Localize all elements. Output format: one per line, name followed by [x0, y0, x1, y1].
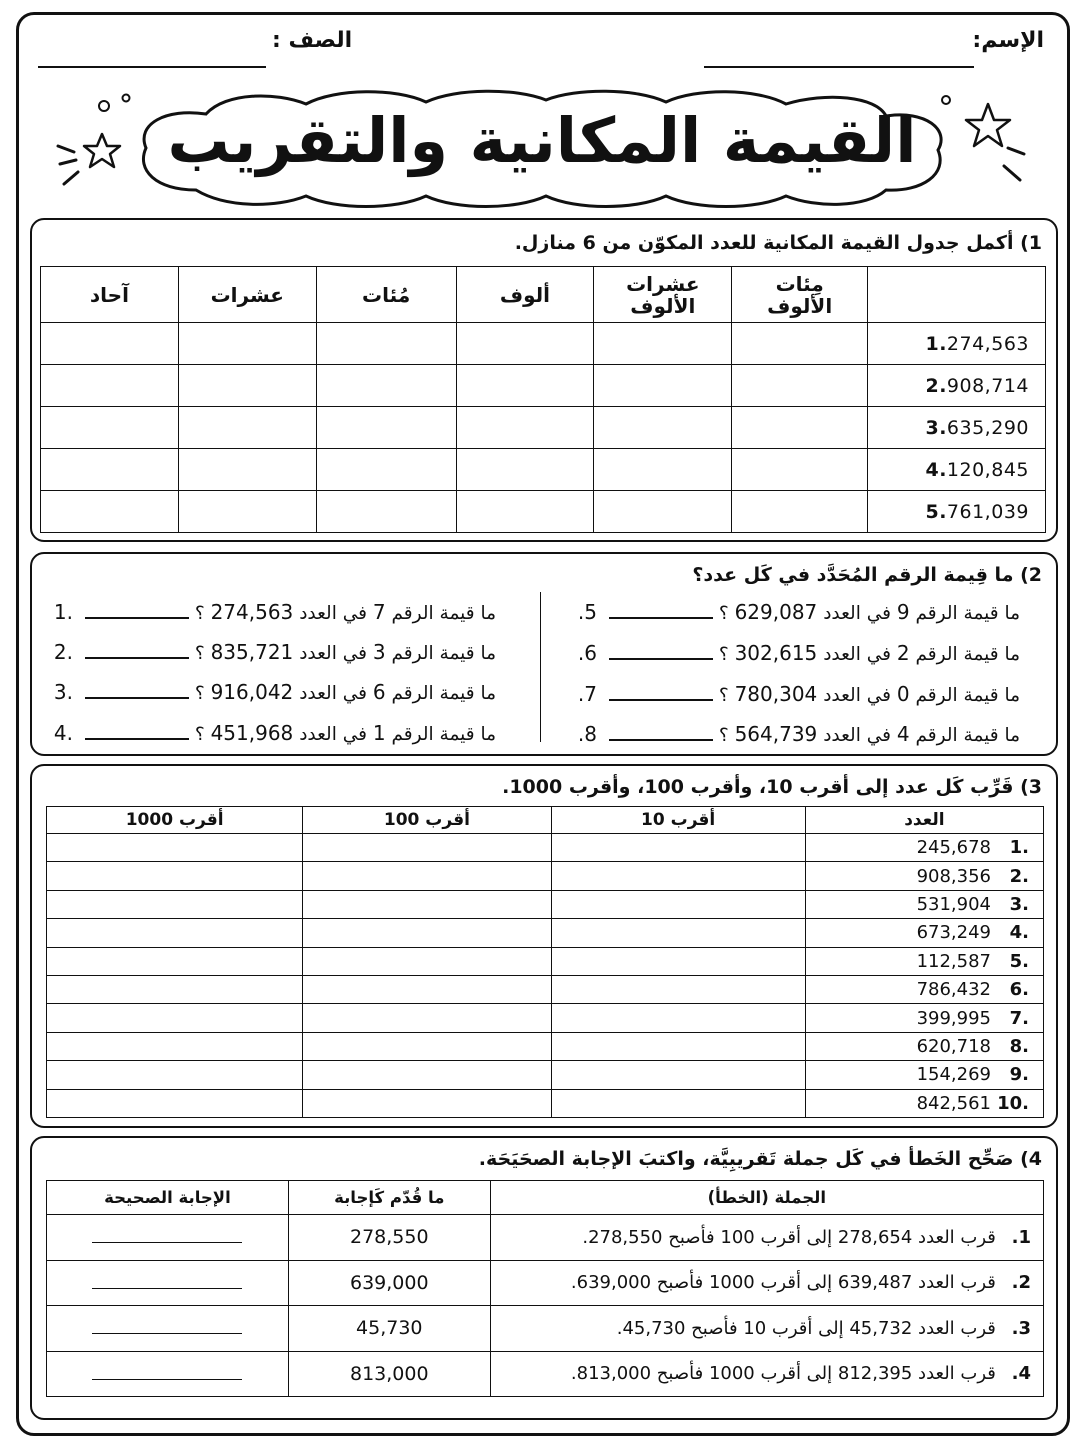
row-number: .1 245,678 — [805, 834, 1043, 862]
table-row — [47, 1215, 1044, 1261]
answer-cell[interactable] — [47, 890, 303, 918]
answer-cell[interactable] — [551, 1061, 805, 1089]
col-nearest-10: أقرب 10 — [551, 807, 805, 834]
q2-item: ما قيمة الرقم 2 في العدد 302,615 ؟ 6. — [577, 641, 1020, 665]
answer-cell[interactable] — [303, 1089, 551, 1117]
table-row — [47, 1061, 1044, 1089]
answer-cell[interactable] — [47, 1089, 303, 1117]
col-ten-thousands: عشرات الألوف — [594, 267, 732, 323]
answer-cell[interactable] — [316, 365, 456, 407]
answer-cell[interactable] — [47, 1032, 303, 1060]
table-row — [41, 407, 1046, 449]
answer-cell[interactable] — [732, 365, 868, 407]
rounding-table — [46, 806, 1044, 1118]
answer-cell[interactable] — [732, 491, 868, 533]
q3-title: 3) قَرِّب كَل عدد إلى أقرب 10، وأقرب 100، وأقرب 1000. — [502, 776, 1042, 798]
answer-cell[interactable] — [456, 407, 594, 449]
star-left-icon — [50, 92, 140, 192]
answer-cell[interactable] — [551, 890, 805, 918]
place-value-table — [40, 266, 1046, 533]
given-answer: 813,000 — [288, 1351, 490, 1397]
table-row — [41, 449, 1046, 491]
error-sentence: 2. قرب العدد 639,487 إلى أقرب 1000 فأصبح 639,000. — [490, 1260, 1043, 1306]
row-number: .10 842,561 — [805, 1089, 1043, 1117]
col-number: العدد — [805, 807, 1043, 834]
given-answer: 278,550 — [288, 1215, 490, 1261]
answer-cell[interactable] — [316, 407, 456, 449]
section-q3 — [30, 764, 1058, 1128]
answer-line[interactable] — [92, 1227, 242, 1243]
answer-cell[interactable] — [456, 491, 594, 533]
col-correct-answer: الإجابة الصحيحة — [47, 1181, 289, 1215]
page-title: القيمة المكانية والتقريب — [167, 104, 917, 177]
table-row — [47, 1306, 1044, 1352]
answer-cell[interactable] — [303, 919, 551, 947]
answer-cell[interactable] — [456, 365, 594, 407]
q2-item: ما قيمة الرقم 0 في العدد 780,304 ؟ 7. — [577, 682, 1020, 706]
correct-answer-cell[interactable] — [47, 1260, 289, 1306]
answer-cell[interactable] — [303, 1004, 551, 1032]
answer-cell[interactable] — [732, 323, 868, 365]
table-row — [47, 1351, 1044, 1397]
answer-cell[interactable] — [47, 862, 303, 890]
answer-cell[interactable] — [594, 407, 732, 449]
answer-cell[interactable] — [303, 862, 551, 890]
answer-cell[interactable] — [732, 449, 868, 491]
section-q4 — [30, 1136, 1058, 1420]
answer-cell[interactable] — [178, 323, 316, 365]
answer-cell[interactable] — [551, 862, 805, 890]
answer-cell[interactable] — [47, 975, 303, 1003]
col-nearest-100: أقرب 100 — [303, 807, 551, 834]
table-row — [47, 975, 1044, 1003]
q2-item: ما قيمة الرقم 9 في العدد 629,087 ؟ 5. — [577, 600, 1020, 624]
answer-cell[interactable] — [41, 365, 179, 407]
q2-item: ما قيمة الرقم 7 في العدد 274,563 ؟ .1 — [53, 600, 496, 624]
table-row — [41, 323, 1046, 365]
q2-item: ما قيمة الرقم 3 في العدد 835,721 ؟ .2 — [53, 640, 496, 664]
correct-answer-cell[interactable] — [47, 1215, 289, 1261]
col-hundreds: مُئات — [316, 267, 456, 323]
answer-cell[interactable] — [594, 491, 732, 533]
answer-blank[interactable] — [609, 646, 713, 660]
answer-cell[interactable] — [551, 975, 805, 1003]
answer-cell[interactable] — [41, 323, 179, 365]
answer-cell[interactable] — [41, 491, 179, 533]
row-number: 3.635,290 — [868, 407, 1046, 449]
answer-blank[interactable] — [609, 605, 713, 619]
answer-cell[interactable] — [303, 975, 551, 1003]
col-hundred-thousands: مِئات الألوف — [732, 267, 868, 323]
row-number: 2.908,714 — [868, 365, 1046, 407]
answer-blank[interactable] — [609, 727, 713, 741]
row-number: 1.274,563 — [868, 323, 1046, 365]
section-q2 — [30, 552, 1058, 756]
answer-cell[interactable] — [594, 365, 732, 407]
error-sentence: 3. قرب العدد 45,732 إلى أقرب 10 فأصبح 45,730. — [490, 1306, 1043, 1352]
star-right-icon — [936, 90, 1036, 190]
table-row — [47, 1260, 1044, 1306]
answer-cell[interactable] — [303, 1032, 551, 1060]
row-number: 5.761,039 — [868, 491, 1046, 533]
answer-cell[interactable] — [456, 449, 594, 491]
table-row — [47, 890, 1044, 918]
header-blank — [868, 267, 1046, 323]
class-field[interactable] — [38, 66, 266, 68]
table-row — [41, 365, 1046, 407]
answer-cell[interactable] — [594, 449, 732, 491]
answer-line[interactable] — [92, 1318, 242, 1334]
answer-cell[interactable] — [551, 1089, 805, 1117]
row-number: .2 908,356 — [805, 862, 1043, 890]
answer-cell[interactable] — [303, 834, 551, 862]
row-number: .7 399,995 — [805, 1004, 1043, 1032]
given-answer: 639,000 — [288, 1260, 490, 1306]
error-sentence: 4. قرب العدد 812,395 إلى أقرب 1000 فأصبح 813,000. — [490, 1351, 1043, 1397]
answer-blank[interactable] — [85, 685, 189, 699]
q2-item: ما قيمة الرقم 1 في العدد 451,968 ؟ .4 — [53, 721, 496, 745]
row-number: 4.120,845 — [868, 449, 1046, 491]
q1-title: 1) أكمل جدول القيمة المكانية للعدد المكوّن من 6 منازل. — [514, 232, 1042, 254]
answer-cell[interactable] — [316, 323, 456, 365]
answer-cell[interactable] — [47, 919, 303, 947]
row-number: .5 112,587 — [805, 947, 1043, 975]
answer-blank[interactable] — [85, 726, 189, 740]
row-number: .8 620,718 — [805, 1032, 1043, 1060]
answer-cell[interactable] — [178, 365, 316, 407]
col-sentence: الجملة (الخطأ) — [490, 1181, 1043, 1215]
answer-line[interactable] — [92, 1364, 242, 1380]
row-number: .9 154,269 — [805, 1061, 1043, 1089]
given-answer: 45,730 — [288, 1306, 490, 1352]
col-given-answer: ما قُدّم كَإجابة — [288, 1181, 490, 1215]
table-row — [47, 1089, 1044, 1117]
answer-cell[interactable] — [41, 407, 179, 449]
table-row — [47, 1004, 1044, 1032]
q2-item: ما قيمة الرقم 6 في العدد 916,042 ؟ .3 — [53, 680, 496, 704]
q4-title: 4) صَحِّح الخَطأ في كَل جملة تَقريبِيَّة، واكتبَ الإجابة الصحَيَحَة. — [478, 1148, 1042, 1170]
answer-cell[interactable] — [47, 834, 303, 862]
col-thousands: ألوف — [456, 267, 594, 323]
q2-title: 2) ما قِيمة الرقم المُحَدَّد في كَل عدد؟ — [692, 564, 1042, 586]
table-row — [47, 919, 1044, 947]
answer-cell[interactable] — [551, 1032, 805, 1060]
answer-cell[interactable] — [316, 491, 456, 533]
answer-cell[interactable] — [551, 1004, 805, 1032]
answer-cell[interactable] — [594, 323, 732, 365]
q2-item: ما قيمة الرقم 4 في العدد 564,739 ؟ 8. — [577, 722, 1020, 746]
answer-cell[interactable] — [47, 947, 303, 975]
table-row — [47, 862, 1044, 890]
row-number: .6 786,432 — [805, 975, 1043, 1003]
answer-cell[interactable] — [303, 947, 551, 975]
section-q1 — [30, 218, 1058, 542]
answer-cell[interactable] — [316, 449, 456, 491]
answer-cell[interactable] — [41, 449, 179, 491]
answer-cell[interactable] — [456, 323, 594, 365]
answer-cell[interactable] — [178, 491, 316, 533]
correction-table — [46, 1180, 1044, 1397]
row-number: .4 673,249 — [805, 919, 1043, 947]
col-nearest-1000: أقرب 1000 — [47, 807, 303, 834]
name-label: الإسم: — [972, 28, 1044, 53]
answer-cell[interactable] — [303, 1061, 551, 1089]
answer-cell[interactable] — [178, 449, 316, 491]
column-divider — [540, 592, 541, 742]
answer-cell[interactable] — [178, 407, 316, 449]
answer-blank[interactable] — [85, 605, 189, 619]
correct-answer-cell[interactable] — [47, 1351, 289, 1397]
answer-blank[interactable] — [609, 687, 713, 701]
col-ones: آحاد — [41, 267, 179, 323]
class-label: الصف : — [272, 28, 353, 53]
answer-cell[interactable] — [551, 947, 805, 975]
answer-cell[interactable] — [47, 1061, 303, 1089]
correct-answer-cell[interactable] — [47, 1306, 289, 1352]
answer-cell[interactable] — [47, 1004, 303, 1032]
answer-cell[interactable] — [732, 407, 868, 449]
answer-blank[interactable] — [85, 645, 189, 659]
error-sentence: 1. قرب العدد 278,654 إلى أقرب 100 فأصبح 278,550. — [490, 1215, 1043, 1261]
name-field[interactable] — [704, 66, 974, 68]
answer-cell[interactable] — [551, 834, 805, 862]
row-number: .3 531,904 — [805, 890, 1043, 918]
table-row — [41, 491, 1046, 533]
col-tens: عشرات — [178, 267, 316, 323]
answer-line[interactable] — [92, 1273, 242, 1289]
table-row — [47, 947, 1044, 975]
table-row — [47, 834, 1044, 862]
answer-cell[interactable] — [303, 890, 551, 918]
answer-cell[interactable] — [551, 919, 805, 947]
table-row — [47, 1032, 1044, 1060]
